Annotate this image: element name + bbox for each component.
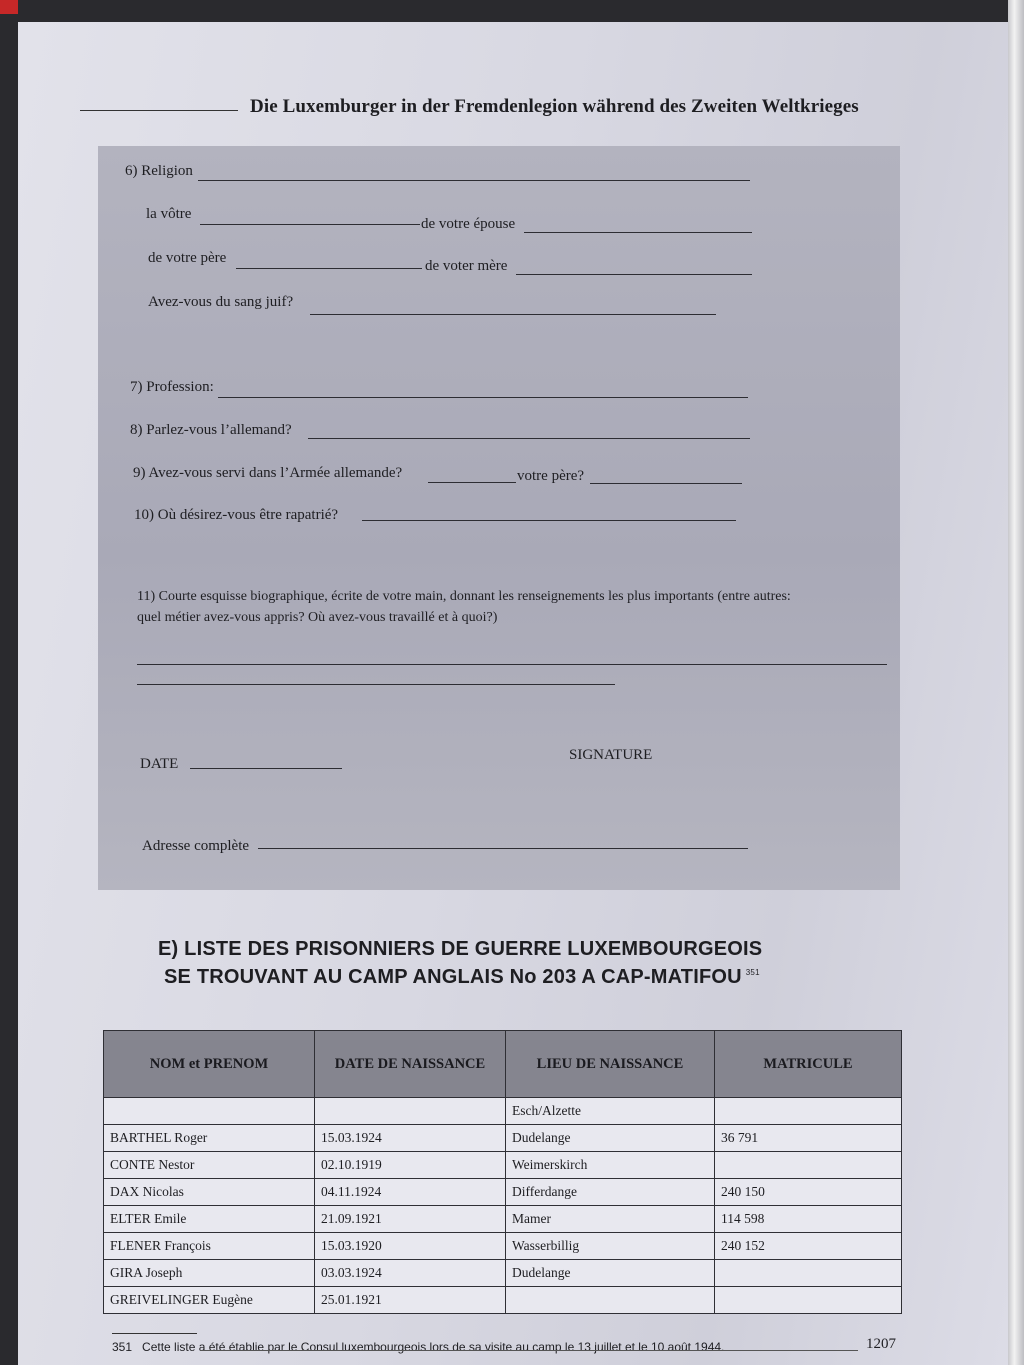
table-row [104,1152,902,1179]
cell-matricule: 240 152 [715,1233,902,1260]
table-row [104,1098,902,1125]
date-label: DATE [140,756,179,772]
q7-profession-label: 7) Profession: [130,379,214,395]
q10-repatriate-label: 10) Où désirez-vous être rapatrié? [134,507,339,523]
cell-birthdate: 02.10.1919 [315,1152,506,1179]
cell-matricule [715,1152,902,1179]
q6-father-label: de votre père [148,250,227,266]
address-label: Adresse complète [142,838,250,854]
col-header-birthplace: LIEU DE NAISSANCE [506,1031,715,1098]
cell-birthdate: 25.01.1921 [315,1287,506,1314]
q11-bio-line1: 11) Courte esquisse biographique, écrite de votre main, donnant les renseignements les plus importants (entre autres: [137,589,791,604]
cell-birthdate: 15.03.1920 [315,1233,506,1260]
cell-name: CONTE Nestor [104,1152,315,1179]
q6-jewish-line [310,314,716,315]
q6-religion-line [198,180,750,181]
cell-birthplace [506,1287,715,1314]
q6-spouse-line [524,232,752,233]
q6-mother-line [516,274,752,275]
section-title-line2-text: SE TROUVANT AU CAMP ANGLAIS No 203 A CAP-MATIFOU [164,966,742,988]
col-header-name: NOM et PRENOM [104,1031,315,1098]
cell-birthplace: Weimerskirch [506,1152,715,1179]
section-title-line2 [164,966,864,989]
footnote-rule [112,1333,197,1334]
q6-jewish-label: Avez-vous du sang juif? [148,294,294,310]
running-header: Die Luxemburger in der Fremdenlegion während des Zweiten Weltkrieges [250,96,859,117]
cell-birthdate: 15.03.1924 [315,1125,506,1152]
page-edge [1008,0,1024,1365]
q10-repatriate-line [362,520,736,521]
cell-name: GREIVELINGER Eugène [104,1287,315,1314]
cell-matricule: 36 791 [715,1125,902,1152]
section-title-line1: E) LISTE DES PRISONNIERS DE GUERRE LUXEMBOURGEOIS [158,938,763,960]
footnote [112,1340,724,1354]
table-row [104,1260,902,1287]
date-line [190,768,342,769]
cell-name: GIRA Joseph [104,1260,315,1287]
table-row [104,1179,902,1206]
cell-name: FLENER François [104,1233,315,1260]
cell-birthplace: Dudelange [506,1125,715,1152]
cell-birthdate [315,1098,506,1125]
q7-profession-line [218,397,748,398]
table-row [104,1287,902,1314]
cell-matricule: 114 598 [715,1206,902,1233]
q8-german-line [308,438,750,439]
page-number: 1207 [866,1336,896,1352]
book-cover-corner [0,0,18,14]
q11-answer-line-2 [137,684,615,685]
table-row [104,1125,902,1152]
cell-birthplace: Dudelange [506,1260,715,1287]
q6-mother-label: de voter mère [425,258,508,274]
footnote-text: Cette liste a été établie par le Consul luxembourgeois lors de sa visite au camp le 13 juillet et le 10 août 1944. [142,1340,725,1354]
q9-army-line [428,482,516,483]
q6-yours-label: la vôtre [146,206,192,222]
header-rule [80,110,238,111]
q11-bio-line2: quel métier avez-vous appris? Où avez-vous travaillé et à quoi?) [137,610,498,625]
cell-name: DAX Nicolas [104,1179,315,1206]
address-line [258,848,748,849]
cell-name: BARTHEL Roger [104,1125,315,1152]
section-footnote-ref: 351 [745,968,760,978]
cell-name: ELTER Emile [104,1206,315,1233]
cell-name [104,1098,315,1125]
cell-birthplace: Esch/Alzette [506,1098,715,1125]
q9-father-label: votre père? [517,468,585,484]
q6-religion-label: 6) Religion [125,163,193,179]
page-number-rule [200,1350,858,1351]
col-header-birthdate: DATE DE NAISSANCE [315,1031,506,1098]
cell-matricule [715,1287,902,1314]
prisoner-table [103,1030,902,1314]
cell-birthplace: Wasserbillig [506,1233,715,1260]
q9-army-label: 9) Avez-vous servi dans l’Armée allemande? [133,465,403,481]
cell-birthdate: 03.03.1924 [315,1260,506,1287]
table-row [104,1206,902,1233]
q6-father-line [236,268,422,269]
col-header-matricule: MATRICULE [715,1031,902,1098]
q9-father-line [590,483,742,484]
cell-matricule [715,1098,902,1125]
signature-label: SIGNATURE [569,747,653,763]
table-row [104,1233,902,1260]
q11-answer-line-1 [137,664,887,665]
table-header-row [104,1031,902,1098]
cell-birthplace: Differdange [506,1179,715,1206]
q8-german-label: 8) Parlez-vous l’allemand? [130,422,292,438]
cell-matricule [715,1260,902,1287]
cell-birthplace: Mamer [506,1206,715,1233]
cell-birthdate: 21.09.1921 [315,1206,506,1233]
cell-birthdate: 04.11.1924 [315,1179,506,1206]
q6-yours-line [200,224,420,225]
q6-spouse-label: de votre épouse [421,216,516,232]
footnote-number: 351 [112,1340,133,1354]
cell-matricule: 240 150 [715,1179,902,1206]
